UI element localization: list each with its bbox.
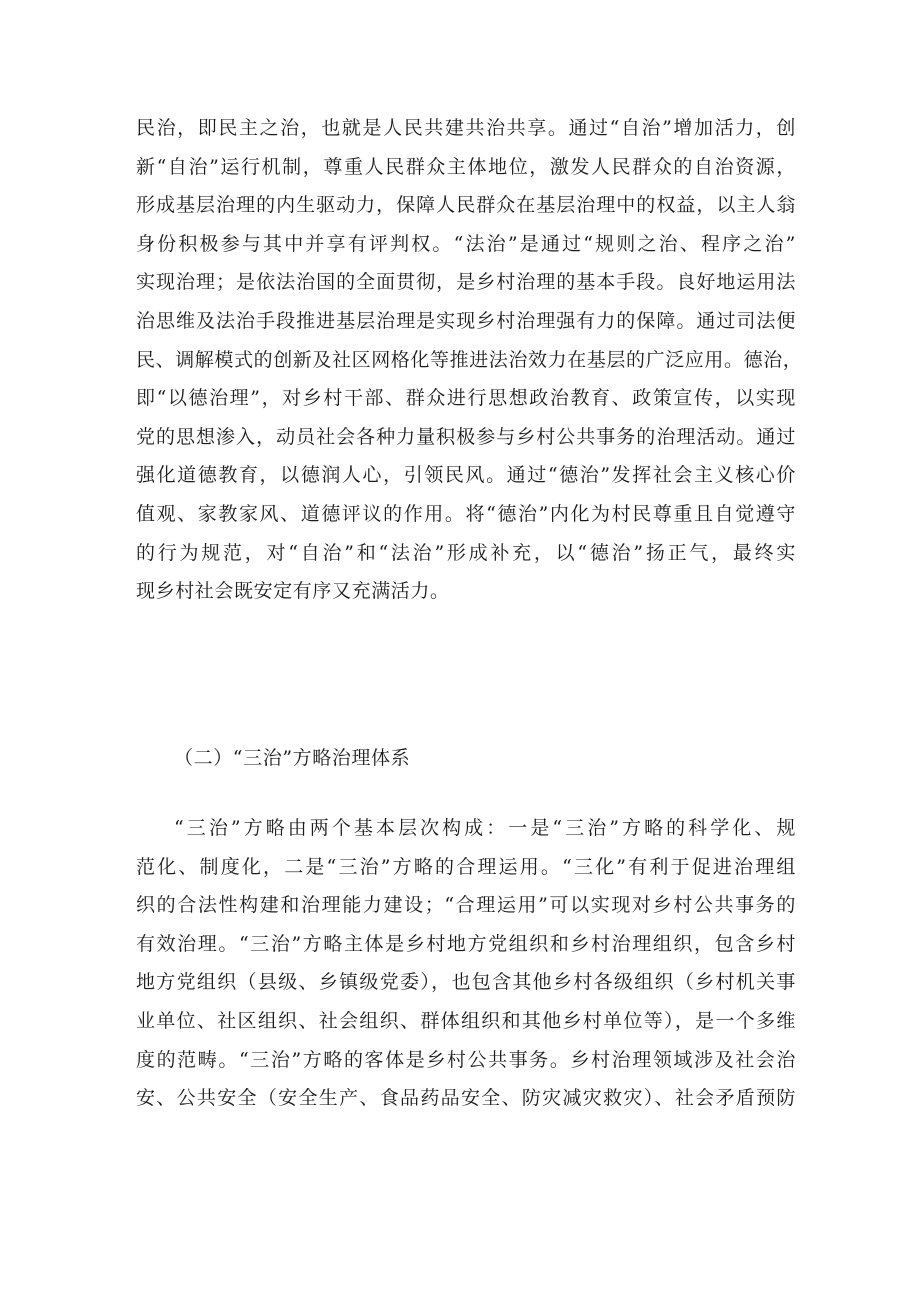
text-line: 新“自治”运行机制，尊重人民群众主体地位，激发人民群众的自治资源， [136, 155, 796, 178]
text-line: 实现治理；是依法治国的全面贯彻，是乡村治理的基本手段。良好地运用法 [136, 271, 796, 294]
text-line: 有效治理。“三治”方略主体是乡村地方党组织和乡村治理组织，包含乡村 [136, 932, 796, 955]
text-line: 形成基层治理的内生驱动力，保障人民群众在基层治理中的权益，以主人翁 [136, 194, 796, 217]
text-line: 业单位、社区组织、社会组织、群体组织和其他乡村单位等），是一个多维 [136, 1009, 796, 1032]
text-line: 范化、制度化，二是“三治”方略的合理运用。“三化”有利于促进治理组 [136, 855, 796, 878]
text-line: 强化道德教育，以德润人心，引领民风。通过“德治”发挥社会主义核心价 [136, 464, 796, 487]
text-line: 党的思想渗入，动员社会各种力量积极参与乡村公共事务的治理活动。通过 [136, 425, 796, 448]
paragraph-continued [136, 109, 803, 611]
section-heading: （二）“三治”方略治理体系 [174, 747, 411, 769]
text-line: 民、调解模式的创新及社区网格化等推进法治效力在基层的广泛应用。德治， [136, 348, 803, 371]
text-line: 身份积极参与其中并享有评判权。“法治”是通过“规则之治、程序之治” [136, 232, 796, 255]
text-line: 民治，即民主之治，也就是人民共建共治共享。通过“自治”增加活力，创 [136, 117, 796, 139]
text-line: 即“以德治理”，对乡村干部、群众进行思想政治教育、政策宣传，以实现 [136, 387, 796, 410]
text-line: 织的合法性构建和治理能力建设；“合理运用”可以实现对乡村公共事务的 [136, 894, 796, 917]
text-line: 地方党组织（县级、乡镇级党委），也包含其他乡村各级组织（乡村机关事 [136, 971, 796, 994]
paragraph-three-governance-system [136, 809, 796, 1118]
text-line: “三治”方略由两个基本层次构成：一是“三治”方略的科学化、规 [174, 817, 796, 839]
text-line: 现乡村社会既安定有序又充满活力。 [136, 580, 450, 603]
text-line: 度的范畴。“三治”方略的客体是乡村公共事务。乡村治理领域涉及社会治 [136, 1048, 796, 1071]
text-line: 治思维及法治手段推进基层治理是实现乡村治理强有力的保障。通过司法便 [136, 309, 796, 332]
text-line: 值观、家教家风、道德评议的作用。将“德治”内化为村民尊重且自觉遵守 [136, 502, 796, 525]
text-line: 的行为规范，对“自治”和“法治”形成补充，以“德治”扬正气，最终实 [136, 541, 796, 564]
text-line: 安、公共安全（安全生产、食品药品安全、防灾减灾救灾）、社会矛盾预防 [136, 1087, 796, 1110]
